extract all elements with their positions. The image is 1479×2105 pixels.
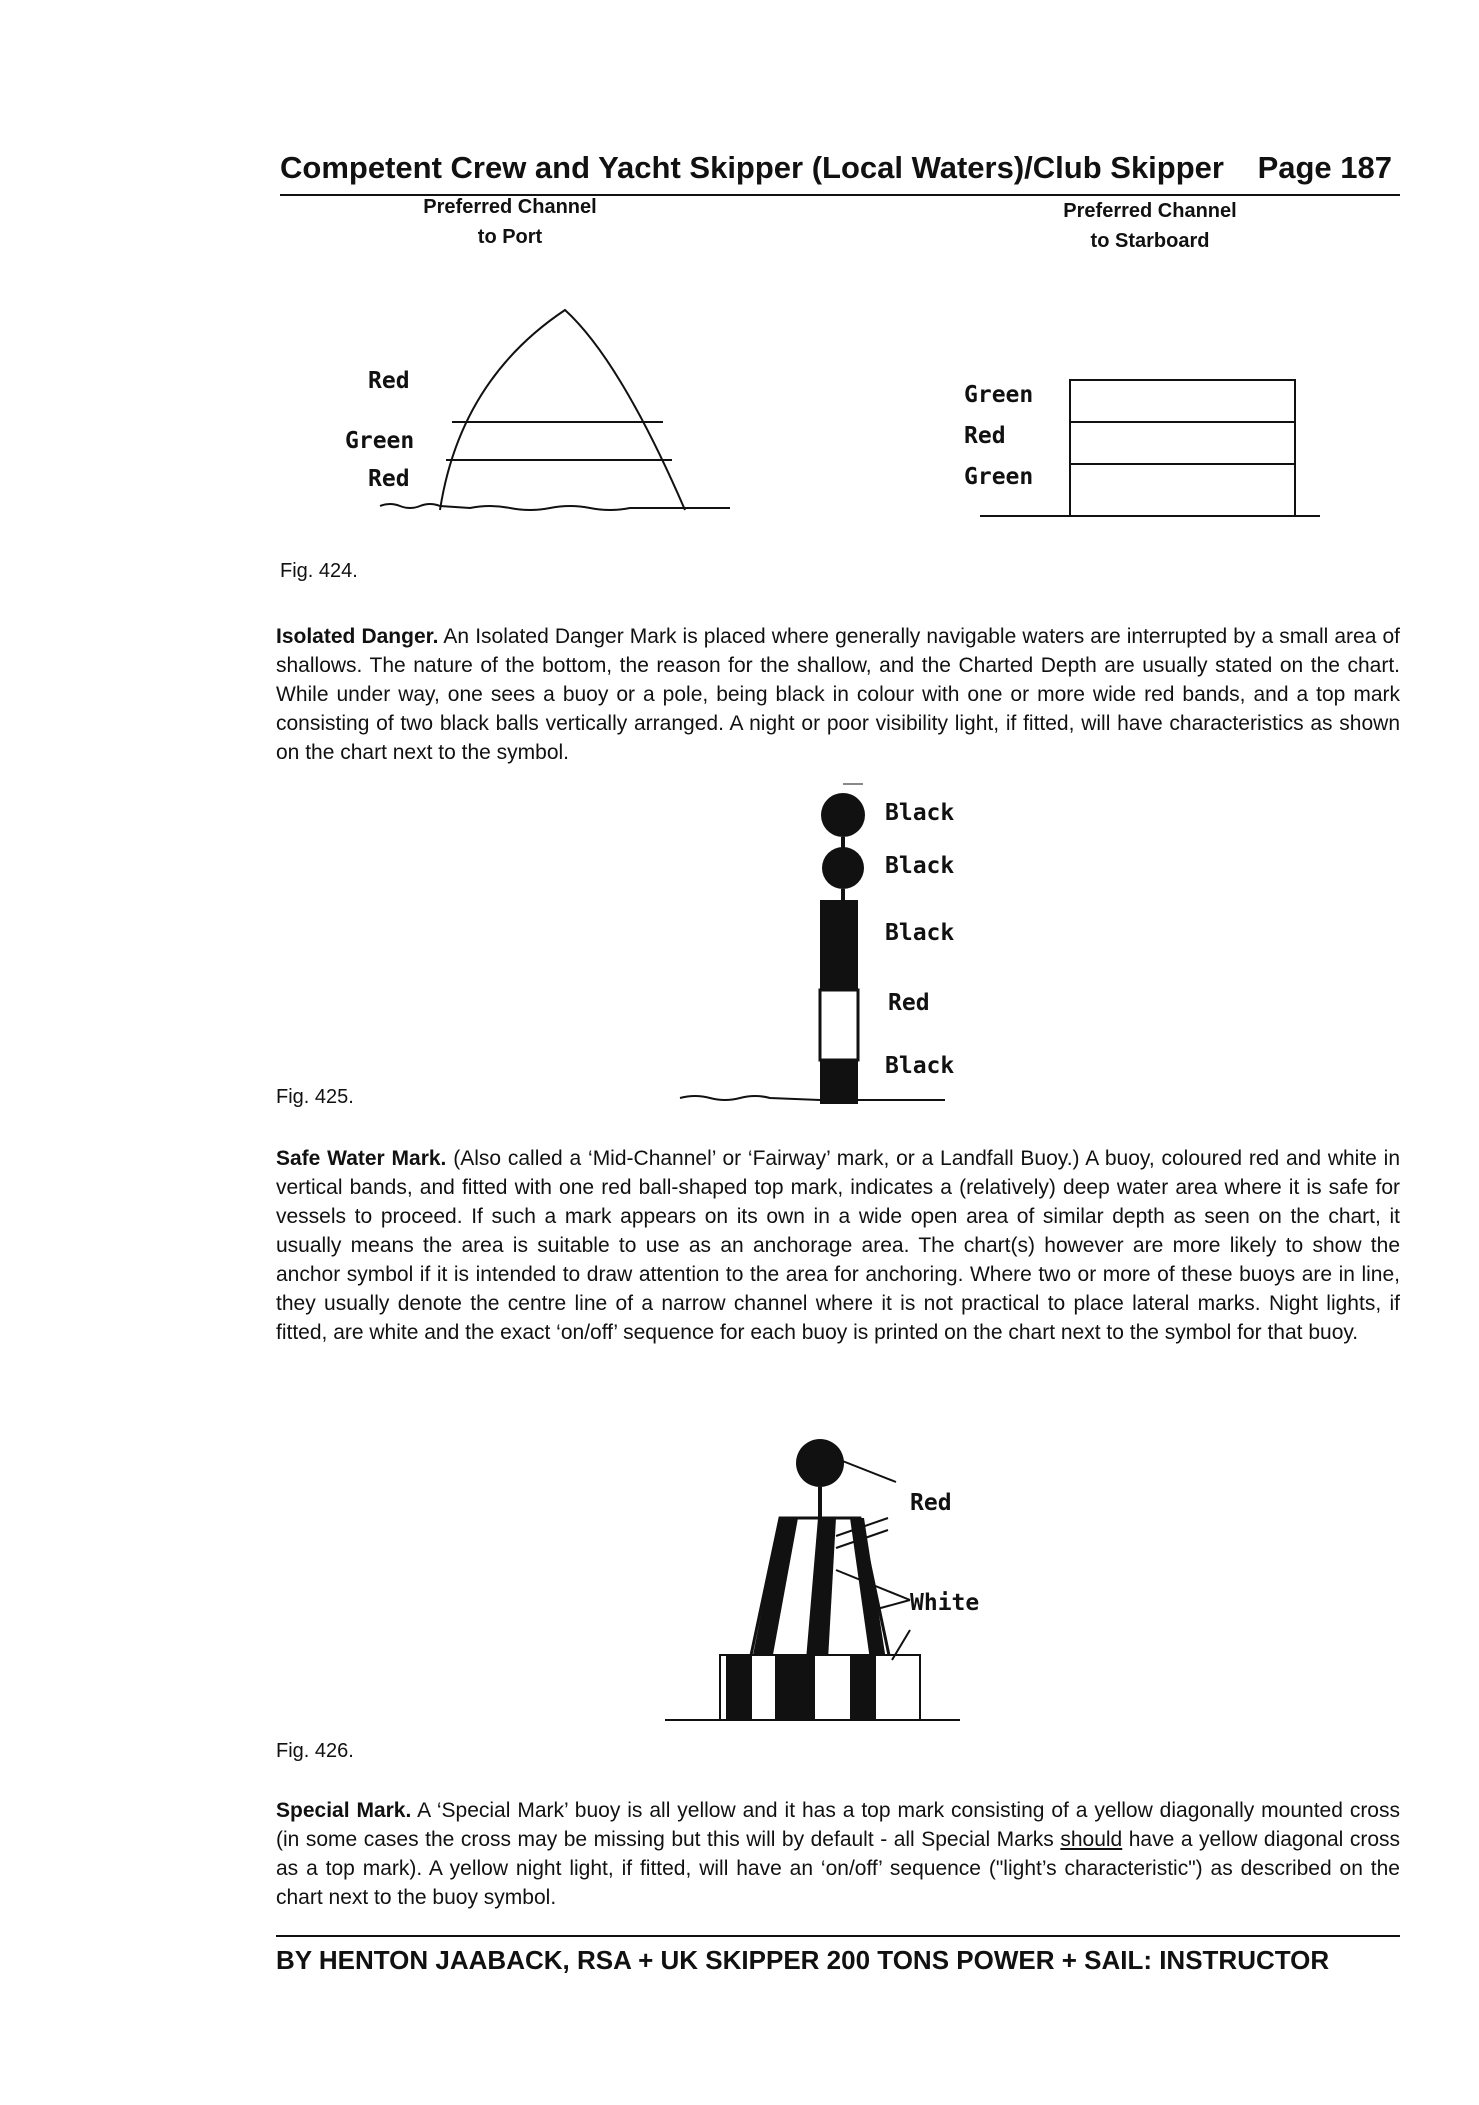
fig425-label-band-black: Black [885, 920, 955, 946]
fig424-label: Fig. 424. [280, 560, 358, 582]
fig425-label-ball-2: Black [885, 853, 955, 879]
waterline [380, 504, 730, 510]
special-mark-paragraph [276, 1796, 1400, 1912]
fig424-right-caption: Preferred Channel to Starboard [1063, 200, 1237, 252]
fig424-right-band-3: Green [964, 464, 1034, 490]
fig424-right-band-1: Green [964, 382, 1034, 408]
leader-red [840, 1460, 896, 1482]
topmark-ball [796, 1439, 844, 1487]
safe-water-text: (Also called a ‘Mid-Channel’ or ‘Fairway’ mark, or a Landfall Buoy.) A buoy, coloured red and white in vertical bands, and fitted with one red ball-shaped top mark, indicates a (relatively) deep water area where it is safe for vessels to proceed. If such a mark appears on its own in a wide open area of similar depth as seen on the chart, it usually means the area is suitable to use as an anchorage area. The chart(s) however are more likely to show the anchor symbol if it is intended to draw attention to the area for anchoring. Where two or more of these buoys are in line, they usually denote the centre line of a narrow channel where it is not practical to place lateral marks. Night lights, if fitted, are white and the exact ‘on/off’ sequence for each buoy is printed on the chart next to the symbol for that buoy. [276, 1147, 1400, 1344]
pole-black-band [820, 1060, 858, 1104]
isolated-danger-heading: Isolated Danger. [276, 625, 439, 648]
book-title: Competent Crew and Yacht Skipper (Local Waters)/Club Skipper [280, 150, 1224, 185]
fig425-label-ball-1: Black [885, 800, 955, 826]
pole-black-band [820, 900, 858, 990]
page-footer: BY HENTON JAABACK, RSA + UK SKIPPER 200 TONS POWER + SAIL: INSTRUCTOR [276, 1935, 1400, 1976]
fig424-left-band-1: Red [368, 368, 410, 394]
special-mark-emphasis: should [1060, 1828, 1123, 1851]
topmark-ball [822, 847, 864, 889]
waterline [680, 1096, 945, 1100]
special-mark-text-b: have a yellow diagonal cross as a top mark). A yellow night light, if fitted, will have an ‘on/off’ sequence ("light’s characteristic") as described on the chart next to the buoy symbol. [276, 1828, 1401, 1909]
pole-red-band [820, 990, 858, 1060]
special-mark-text-a: A ‘Special Mark’ buoy is all yellow and it has a top mark consisting of a yellow diagonally mounted cross (in some cases the cross may be missing but this will by default - all Special Marks [276, 1799, 1400, 1851]
isolated-danger-text: An Isolated Danger Mark is placed where generally navigable waters are interrupted by a small area of shallows. The nature of the bottom, the reason for the shallow, and the Charted Depth are usually stated on the chart. While under way, one sees a buoy or a pole, being black in colour with one or more wide red bands, and a top mark consisting of two black balls vertically arranged. A night or poor visibility light, if fitted, will have characteristics as shown on the chart next to the symbol. [276, 625, 1400, 764]
fig426-label: Fig. 426. [276, 1740, 354, 1762]
fig424-left-caption: Preferred Channel to Port [423, 196, 597, 248]
special-mark-heading: Special Mark. [276, 1799, 412, 1822]
fig424-left-band-2: Green [345, 428, 415, 454]
fig424-left-band-3: Red [368, 466, 410, 492]
fig424-right-band-2: Red [964, 423, 1006, 449]
fig425-label-band-red: Red [888, 990, 930, 1016]
fig425-label-band-black-2: Black [885, 1053, 955, 1079]
fig426-label-red: Red [910, 1490, 952, 1516]
fig426-label-white: White [910, 1590, 980, 1616]
page-header [280, 150, 1400, 196]
page-number: Page 187 [1257, 150, 1392, 185]
safe-water-paragraph [276, 1144, 1400, 1347]
topmark-ball [821, 793, 865, 837]
can-outline [1070, 380, 1295, 516]
isolated-danger-paragraph [276, 622, 1400, 767]
fig425-label: Fig. 425. [276, 1086, 354, 1108]
cone-outline [440, 310, 685, 510]
safe-water-heading: Safe Water Mark. [276, 1147, 447, 1170]
